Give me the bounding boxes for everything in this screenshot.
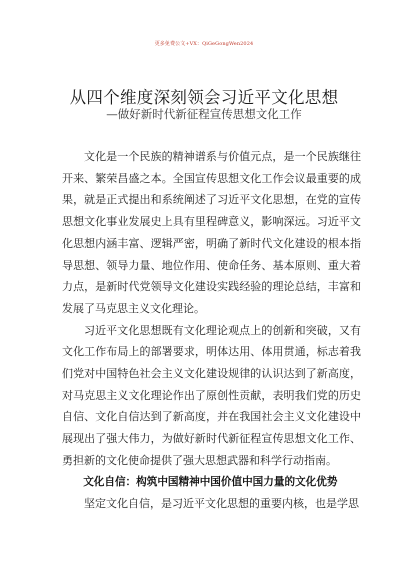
document-subtitle: —做好新时代新征程宣传思想文化工作 [106,107,302,121]
document-title: 从四个维度深刻领会习近平文化思想 [69,88,339,107]
paragraph: 文化是一个民族的精神谱系与价值元点，是一个民族继往开来、繁荣昌盛之本。全国宣传思想文化工作会议最重要的成果，就是正式提出和系统阐述了习近平文化思想，在党的宣传思想文化事业发展史上具有里程碑意义，影响深远。习近平文化思想内涵丰富、逻辑严密，明确了新时代文化建设的根本指导思想、领导力量、地位作用、使命任务、基本原则、重大着力点，是新时代党领导文化建设实践经验的理论总结，丰富和发展了马克思主义文化理论。 [62,150,361,315]
paragraph: 坚定文化自信，是习近平文化思想的重要内核，也是学思 [84,497,359,511]
section-heading: 文化自信：构筑中国精神中国价值中国力量的文化优势 [83,475,338,488]
document-body [62,146,361,515]
watermark-text: 更多免费公文+VX：QiGeGongWen2024 [154,41,254,47]
paragraph: 习近平文化思想既有文化理论观点上的创新和突破，又有文化工作布局上的部署要求，明体达用、体用贯通，标志着我们党对中国特色社会主义文化建设规律的认识达到了新高度，对马克思主义文化理论作出了原创性贡献，表明我们党的历史自信、文化自信达到了新高度，并在我国社会主义文化建设中展现出了强大伟力，为做好新时代新征程宣传思想文化工作、勇担新的文化使命提供了强大思想武器和科学行动指南。 [62,323,361,467]
